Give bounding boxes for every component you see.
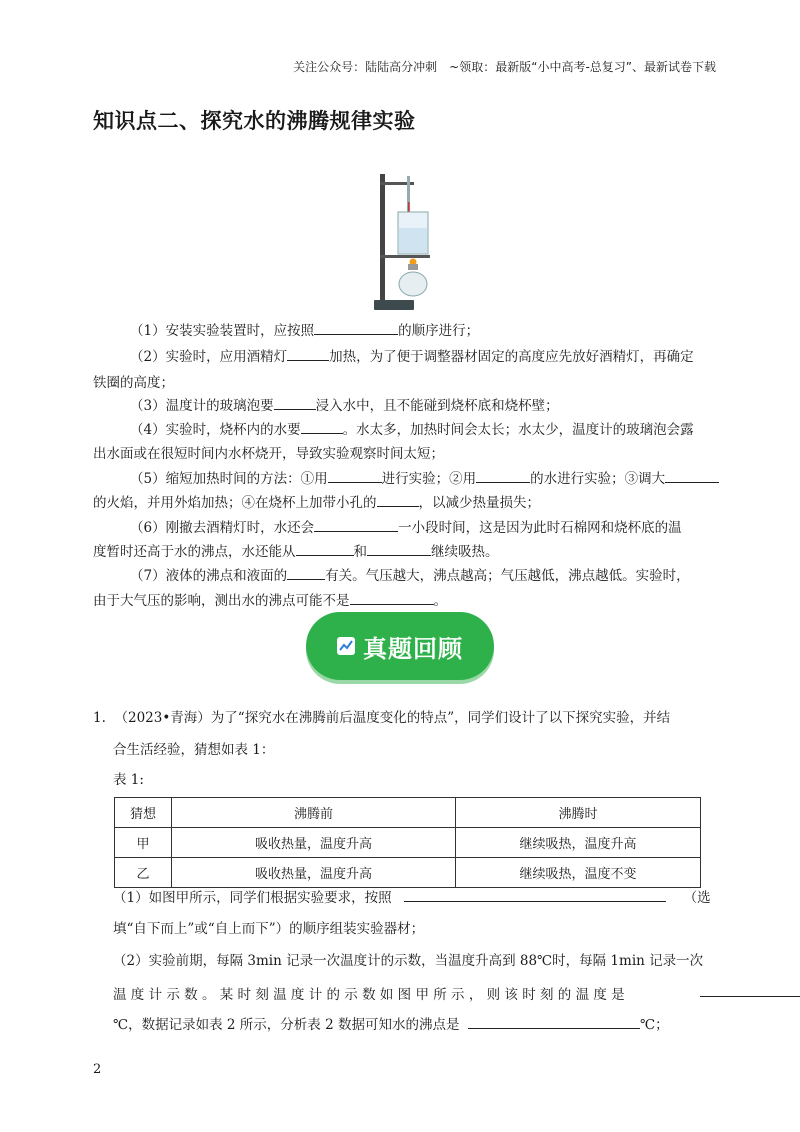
table-row bbox=[115, 858, 701, 888]
fill-blank[interactable] bbox=[314, 319, 398, 335]
fill-blank[interactable] bbox=[468, 1013, 640, 1029]
knowledge-line-4: （4）实验时，烧杯内的水要 。水太多，加热时间会太长；水太少，温度计的玻璃泡会露 bbox=[130, 417, 694, 443]
section-title: 知识点二、探究水的沸腾规律实验 bbox=[93, 109, 416, 133]
question-1-part-1: （1）如图甲所示，同学们根据实验要求，按照 （选 bbox=[113, 885, 711, 911]
knowledge-line-2: （2）实验时，应用酒精灯 加热，为了便于调整器材固定的高度应先放好酒精灯，再确定 bbox=[130, 344, 694, 370]
table-header-row bbox=[115, 798, 701, 828]
fill-blank[interactable] bbox=[296, 540, 354, 556]
review-banner bbox=[306, 612, 494, 680]
knowledge-line-6b: 度暂时还高于水的沸点，水还能从 和 继续吸热。 bbox=[93, 539, 499, 565]
table-cell: 吸收热量，温度升高 bbox=[172, 828, 456, 858]
knowledge-line-7: （7）液体的沸点和液面的 有关。气压越大，沸点越高；气压越低，沸点越低。实验时， bbox=[130, 563, 690, 589]
table-row bbox=[115, 828, 701, 858]
hypothesis-table bbox=[114, 797, 701, 888]
table-cell: 吸收热量，温度升高 bbox=[172, 858, 456, 888]
question-1-part-2c: ℃，数据记录如表 2 所示，分析表 2 数据可知水的沸点是 ℃； bbox=[113, 1012, 669, 1038]
fill-blank[interactable] bbox=[476, 467, 530, 483]
knowledge-line-5: （5）缩短加热时间的方法：①用 进行实验；②用 的水进行实验；③调大 bbox=[130, 466, 719, 492]
question-1-part-2b: 温 度 计 示 数 。 某 时 刻 温 度 计 的 示 数 如 图 甲 所 示 ， 则 该 时 刻 的 温 度 是 bbox=[113, 987, 625, 1003]
knowledge-line-4b: 出水面或在很短时间内水杯烧开，导致实验观察时间太短； bbox=[93, 446, 444, 462]
knowledge-line-5b: 的火焰，并用外焰加热；④在烧杯上加带小孔的 ，以减少热量损失； bbox=[93, 490, 540, 516]
knowledge-line-7b: 由于大气压的影响，测出水的沸点可能不是 。 bbox=[93, 588, 447, 614]
knowledge-line-2b: 铁圈的高度； bbox=[93, 375, 174, 391]
knowledge-line-3: （3）温度计的玻璃泡要 浸入水中，且不能碰到烧杯底和烧杯壁； bbox=[130, 393, 559, 419]
fill-blank[interactable] bbox=[350, 589, 434, 605]
table-header-cell: 沸腾前 bbox=[172, 798, 456, 828]
table-header-cell: 沸腾时 bbox=[456, 798, 701, 828]
table-header-cell: 猜想 bbox=[115, 798, 172, 828]
fill-blank[interactable] bbox=[287, 564, 325, 580]
question-1-intro-2: 合生活经验，猜想如表 1： bbox=[113, 742, 275, 758]
fill-blank[interactable] bbox=[367, 540, 431, 556]
boiling-water-apparatus-figure bbox=[374, 172, 438, 312]
fill-blank[interactable] bbox=[274, 394, 316, 410]
table-cell: 甲 bbox=[115, 828, 172, 858]
question-1-part-2: （2）实验前期，每隔 3min 记录一次温度计的示数，当温度升高到 88℃时，每隔 1min 记录一次 bbox=[113, 953, 704, 969]
knowledge-line-6: （6）刚撤去酒精灯时，水还会 一小段时间，这是因为此时石棉网和烧杯底的温 bbox=[130, 515, 682, 541]
fill-blank[interactable] bbox=[328, 467, 382, 483]
table-cell: 乙 bbox=[115, 858, 172, 888]
question-1-intro: 1. （2023•青海）为了“探究水在沸腾前后温度变化的特点”，同学们设计了以下探究实验，并结 bbox=[93, 710, 671, 726]
fill-blank[interactable] bbox=[665, 467, 719, 483]
page-header: 关注公众号：陆陆高分冲刺 ~领取：最新版“小中高考-总复习”、最新试卷下载 bbox=[293, 60, 716, 74]
fill-blank[interactable] bbox=[287, 345, 329, 361]
fill-blank[interactable] bbox=[301, 418, 343, 434]
fill-blank[interactable] bbox=[700, 980, 800, 997]
page-number: 2 bbox=[93, 1062, 102, 1077]
table-label: 表 1: bbox=[113, 772, 144, 788]
fill-blank[interactable] bbox=[314, 516, 398, 532]
question-1-part-1b: 填“自下而上”或“自上而下”）的顺序组装实验器材； bbox=[113, 921, 425, 937]
banner-label: 真题回顾 bbox=[363, 634, 463, 663]
knowledge-line-1: （1）安装实验装置时，应按照 的顺序进行； bbox=[130, 318, 479, 344]
fill-blank[interactable] bbox=[404, 886, 666, 902]
boiling-water-apparatus-icon bbox=[374, 172, 438, 312]
table-cell: 继续吸热，温度不变 bbox=[456, 858, 701, 888]
chart-icon bbox=[337, 637, 355, 655]
table-cell: 继续吸热，温度升高 bbox=[456, 828, 701, 858]
fill-blank[interactable] bbox=[377, 491, 419, 507]
